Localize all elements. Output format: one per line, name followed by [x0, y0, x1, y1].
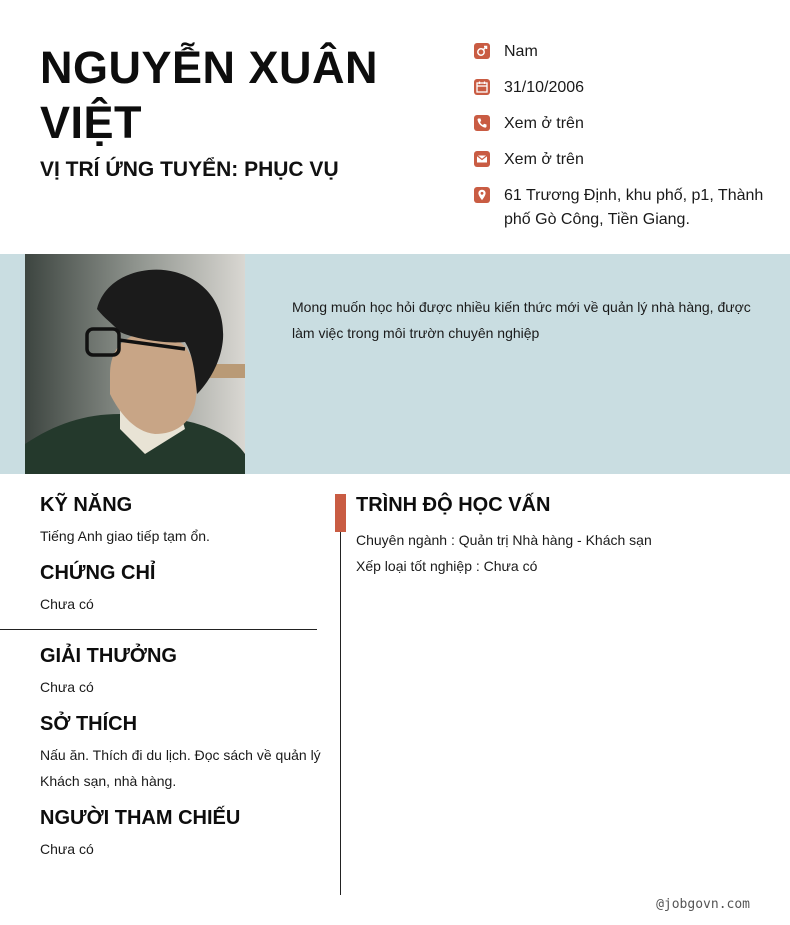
contact-info	[474, 40, 774, 244]
contact-phone	[474, 112, 774, 136]
applied-position: VỊ TRÍ ỨNG TUYỂN: PHỤC VỤ	[40, 158, 339, 181]
email-icon	[474, 151, 490, 167]
skills-section	[40, 494, 325, 549]
certificates-section	[40, 562, 325, 617]
education-major: Chuyên ngành : Quản trị Nhà hàng - Khách sạn	[356, 532, 652, 548]
education-title: TRÌNH ĐỘ HỌC VẤN	[356, 494, 551, 516]
education-grade: Xếp loại tốt nghiệp : Chưa có	[356, 558, 538, 574]
calendar-icon	[474, 79, 490, 95]
candidate-name: NGUYỄN XUÂN VIỆT	[40, 42, 379, 148]
contact-birthday	[474, 76, 774, 100]
education-section	[356, 494, 756, 579]
profile-photo	[25, 254, 245, 474]
certificates-text: Chưa có	[40, 596, 94, 612]
phone-icon	[474, 115, 490, 131]
contact-text: Nam	[504, 43, 538, 60]
contact-text: 61 Trương Định, khu phố, p1, Thành phố Gò Công, Tiền Giang.	[504, 187, 764, 228]
references-section	[40, 807, 325, 862]
references-title: NGƯỜI THAM CHIẾU	[40, 807, 241, 829]
career-objective: Mong muốn học hỏi được nhiều kiến thức mới về quản lý nhà hàng, được làm việc trong môi trườn chuyên nghiệp	[292, 299, 751, 341]
awards-text: Chưa có	[40, 679, 94, 695]
contact-text: Xem ở trên	[504, 151, 584, 168]
contact-text: 31/10/2006	[504, 79, 585, 96]
contact-gender	[474, 40, 774, 64]
hobbies-section	[40, 713, 325, 794]
awards-section	[40, 645, 325, 700]
contact-text: Xem ở trên	[504, 115, 584, 132]
location-icon	[474, 187, 490, 203]
skills-title: KỸ NĂNG	[40, 494, 133, 516]
section-divider	[0, 629, 317, 630]
hobbies-title: SỞ THÍCH	[40, 713, 138, 735]
references-text: Chưa có	[40, 841, 94, 857]
hobbies-text: Nấu ăn. Thích đi du lịch. Đọc sách về quản lý Khách sạn, nhà hàng.	[40, 747, 321, 789]
watermark: @jobgovn.com	[656, 897, 750, 912]
certificates-title: CHỨNG CHỈ	[40, 562, 156, 584]
column-divider	[340, 494, 341, 895]
gender-icon	[474, 43, 490, 59]
awards-title: GIẢI THƯỞNG	[40, 645, 177, 667]
skills-text: Tiếng Anh giao tiếp tạm ổn.	[40, 528, 210, 544]
contact-email	[474, 148, 774, 172]
contact-address	[474, 184, 774, 232]
section-accent-bar	[335, 494, 346, 532]
